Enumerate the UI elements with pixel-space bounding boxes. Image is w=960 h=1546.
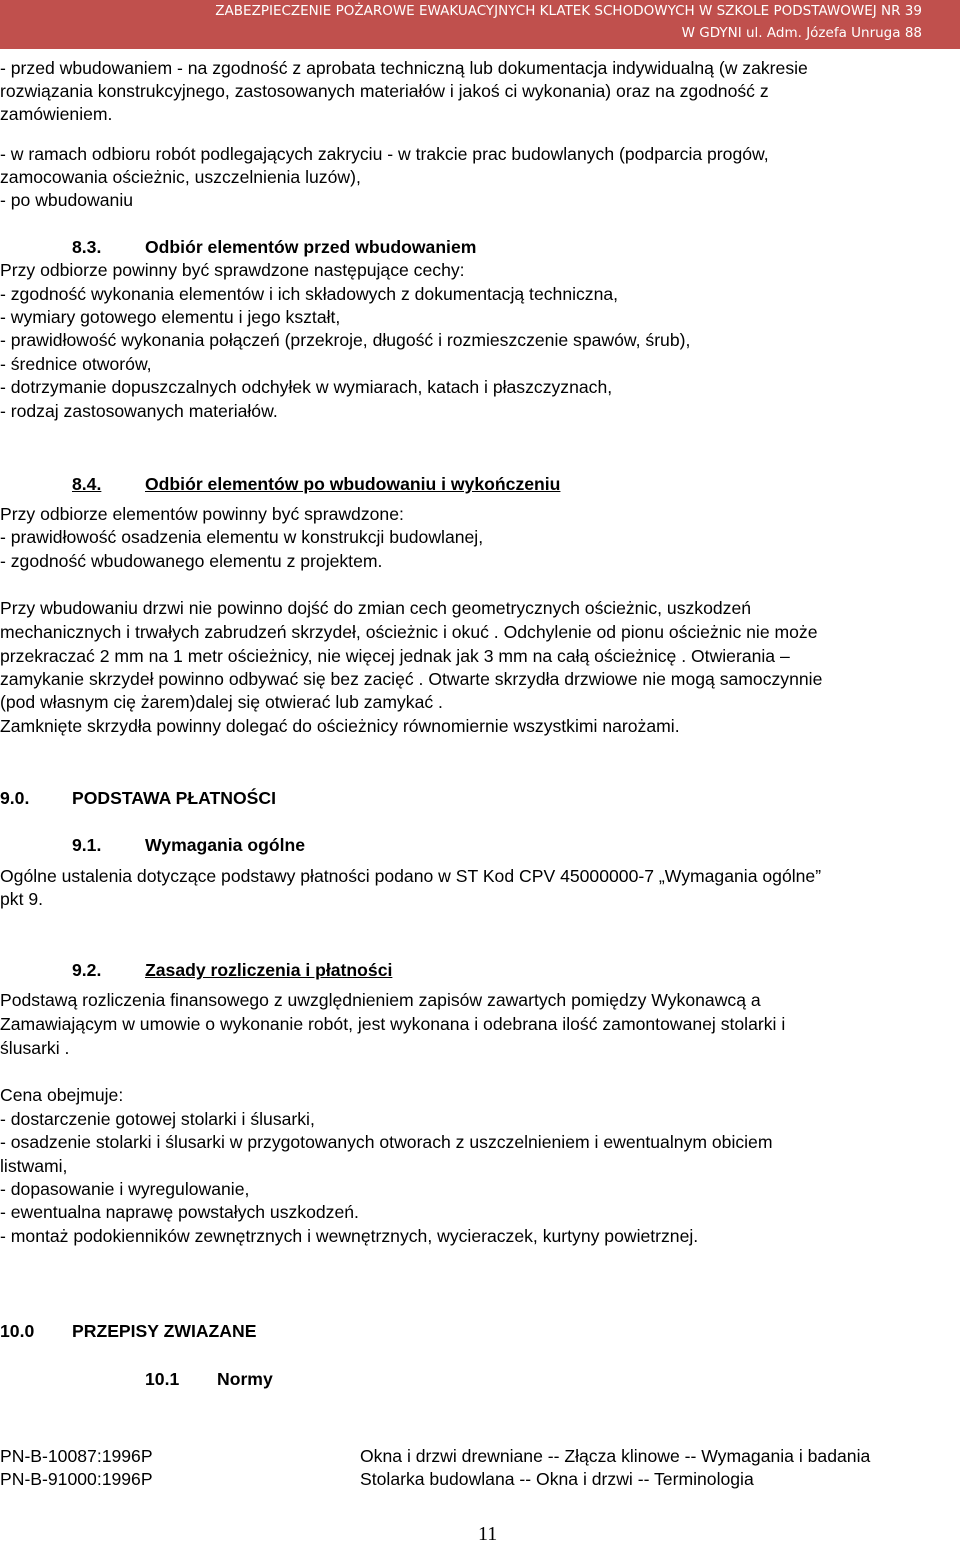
norm-description: Stolarka budowlana -- Okna i drzwi -- Terminologia bbox=[360, 1469, 754, 1489]
norm-code: PN-B-10087:1996P bbox=[0, 1446, 153, 1466]
section-title-10-1: Normy bbox=[217, 1369, 273, 1389]
section-text-line: Przy odbiorze elementów powinny być sprawdzone: bbox=[0, 504, 404, 524]
section-text-line: - prawidłowość wykonania połączeń (przekroje, długość i rozmieszczenie spawów, śrub), bbox=[0, 330, 691, 350]
section-title-9-1: Wymagania ogólne bbox=[145, 835, 306, 855]
section-text-line: - średnice otworów, bbox=[0, 354, 152, 374]
price-line: - montaż podokienników zewnętrznych i wewnętrznych, wycieraczek, kurtyny powietrznej. bbox=[0, 1226, 699, 1246]
section-text-line: - zgodność wbudowanego elementu z projektem. bbox=[0, 551, 383, 571]
section-number-9-0: 9.0. bbox=[0, 788, 30, 808]
price-line: - dopasowanie i wyregulowanie, bbox=[0, 1179, 250, 1199]
section-text-line: Podstawą rozliczenia finansowego z uwzględnieniem zapisów zawartych pomiędzy Wykonawcą a bbox=[0, 990, 761, 1010]
header-title-line1: ZABEZPIECZENIE POŻAROWE EWAKUACYJNYCH KLATEK SCHODOWYCH W SZKOLE PODSTAWOWEJ NR 39 bbox=[215, 3, 922, 19]
price-line: - ewentualna naprawę powstałych uszkodzeń. bbox=[0, 1202, 359, 1222]
section-text-line: Ogólne ustalenia dotyczące podstawy płatności podano w ST Kod CPV 45000000-7 „Wymagania ogólne” bbox=[0, 866, 822, 886]
section-title-9-0: PODSTAWA PŁATNOŚCI bbox=[72, 788, 276, 808]
price-line: listwami, bbox=[0, 1156, 68, 1176]
section-text-line: - wymiary gotowego elementu i jego kształt, bbox=[0, 307, 341, 327]
page-number: 11 bbox=[478, 1523, 498, 1545]
intro-line: - po wbudowaniu bbox=[0, 190, 134, 210]
section-text-line: Przy odbiorze powinny być sprawdzone następujące cechy: bbox=[0, 260, 465, 280]
intro-line: - w ramach odbioru robót podlegających zakryciu - w trakcie prac budowlanych (podparcia progów, bbox=[0, 144, 769, 164]
section-text-line: - prawidłowość osadzenia elementu w konstrukcji budowlanej, bbox=[0, 527, 484, 547]
intro-line: zamówieniem. bbox=[0, 104, 113, 124]
section-title-8-4: Odbiór elementów po wbudowaniu i wykończeniu bbox=[145, 474, 561, 494]
paragraph-line: przekraczać 2 mm na 1 metr ościeżnicy, nie więcej jednak jak 3 mm na całą ościeżnicę . Otwierania – bbox=[0, 646, 790, 666]
norm-code: PN-B-91000:1996P bbox=[0, 1469, 153, 1489]
section-text-line: Zamawiającym w umowie o wykonanie robót, jest wykonana i odebrana ilość zamontowanej stolarki i bbox=[0, 1014, 786, 1034]
paragraph-line: zamykanie skrzydeł powinno odbywać się bez zacięć . Otwarte skrzydła drzwiowe nie mogą samoczynnie bbox=[0, 669, 823, 689]
section-title-8-3: Odbiór elementów przed wbudowaniem bbox=[145, 237, 477, 257]
paragraph-line: (pod własnym cię żarem)dalej się otwierać lub zamykać . bbox=[0, 692, 443, 712]
section-number-10-1: 10.1 bbox=[145, 1369, 180, 1389]
price-line: Cena obejmuje: bbox=[0, 1085, 124, 1105]
norm-description: Okna i drzwi drewniane -- Złącza klinowe -- Wymagania i badania bbox=[360, 1446, 871, 1466]
intro-line: zamocowania ościeżnic, uszczelnienia luzów), bbox=[0, 167, 361, 187]
section-text-line: - dotrzymanie dopuszczalnych odchyłek w wymiarach, katach i płaszczyznach, bbox=[0, 377, 613, 397]
section-title-10-0: PRZEPISY ZWIAZANE bbox=[72, 1321, 257, 1341]
paragraph-line: Zamknięte skrzydła powinny dolegać do ościeżnicy równomiernie wszystkimi narożami. bbox=[0, 716, 680, 736]
section-text-line: - rodzaj zastosowanych materiałów. bbox=[0, 401, 278, 421]
section-number-9-2: 9.2. bbox=[72, 960, 102, 980]
paragraph-line: Przy wbudowaniu drzwi nie powinno dojść do zmian cech geometrycznych ościeżnic, uszkodzeń bbox=[0, 598, 752, 618]
intro-line: rozwiązania konstrukcyjnego, zastosowanych materiałów i jakoś ci wykonania) oraz na zgodność z bbox=[0, 81, 769, 101]
section-text-line: ślusarki . bbox=[0, 1038, 70, 1058]
page-header bbox=[0, 0, 960, 49]
intro-line: - przed wbudowaniem - na zgodność z aprobata techniczną lub dokumentacja indywidualną (w zakresie bbox=[0, 58, 808, 78]
section-number-9-1: 9.1. bbox=[72, 835, 102, 855]
header-title-line2: W GDYNI ul. Adm. Józefa Unruga 88 bbox=[681, 25, 922, 41]
paragraph-line: mechanicznych i trwałych zabrudzeń skrzydeł, ościeżnic i okuć . Odchylenie od pionu ościeżnic nie może bbox=[0, 622, 818, 642]
section-number-8-4: 8.4. bbox=[72, 474, 102, 494]
section-number-8-3: 8.3. bbox=[72, 237, 102, 257]
section-text-line: pkt 9. bbox=[0, 889, 44, 909]
section-number-10-0: 10.0 bbox=[0, 1321, 35, 1341]
price-line: - osadzenie stolarki i ślusarki w przygotowanych otworach z uszczelnieniem i ewentualnym obiciem bbox=[0, 1132, 773, 1152]
section-text-line: - zgodność wykonania elementów i ich składowych z dokumentacją techniczna, bbox=[0, 284, 619, 304]
section-title-9-2: Zasady rozliczenia i płatności bbox=[145, 960, 393, 980]
price-line: - dostarczenie gotowej stolarki i ślusarki, bbox=[0, 1109, 315, 1129]
